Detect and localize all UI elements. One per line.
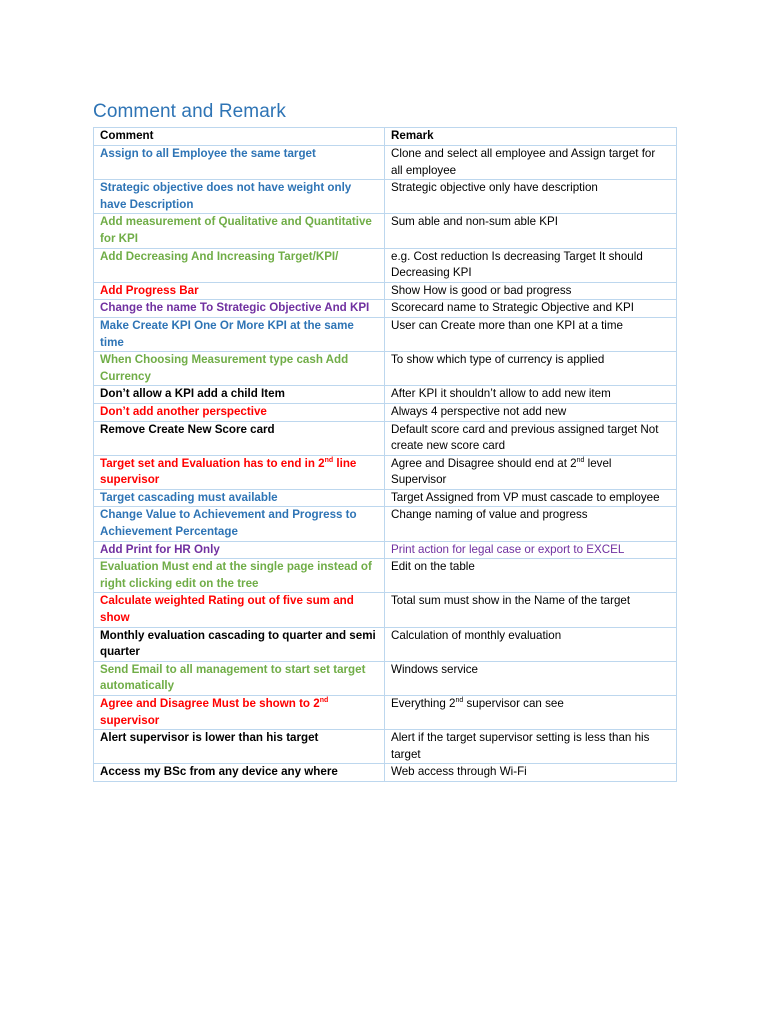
table-row (94, 455, 677, 489)
comment-text: Alert supervisor is lower than his target (100, 731, 319, 745)
remark-text: Calculation of monthly evaluation (391, 628, 562, 642)
table-row (94, 764, 677, 782)
table-row (94, 352, 677, 386)
table-row (94, 282, 677, 300)
comment-text: Evaluation Must end at the single page instead of right clicking edit on the tree (100, 560, 372, 590)
comment-cell (94, 282, 385, 300)
column-header-comment: Comment (94, 128, 385, 146)
remark-text: Agree and Disagree should end at 2 (391, 456, 577, 470)
comment-text: Send Email to all management to start set target automatically (100, 662, 366, 693)
comment-cell (94, 559, 385, 593)
remark-text: Windows service (391, 662, 478, 676)
comment-text: Access my BSc from any device any where (100, 765, 338, 779)
comment-cell (94, 764, 385, 782)
remark-text: Change naming of value and progress (391, 508, 588, 522)
table-row (94, 730, 677, 764)
remark-text: Sum able and non-sum able KPI (391, 215, 558, 229)
table-row (94, 403, 677, 421)
table-row (94, 489, 677, 507)
comment-cell (94, 541, 385, 559)
remark-cell (385, 593, 677, 627)
remark-ordinal-suffix: nd (455, 697, 464, 705)
table-row (94, 300, 677, 318)
remark-cell (385, 661, 677, 695)
remark-cell (385, 541, 677, 559)
comment-remark-table (93, 127, 677, 782)
table-row (94, 146, 677, 180)
remark-text: Edit on the table (391, 560, 475, 574)
comment-cell (94, 455, 385, 489)
comment-text: Add Print for HR Only (100, 542, 220, 556)
table-row (94, 386, 677, 404)
comment-text: Change Value to Achievement and Progress to Achievement Percentage (100, 508, 357, 539)
comment-text: Add measurement of Qualitative and Quantitative for KPI (100, 215, 372, 245)
comment-text: Don’t allow a KPI add a child Item (100, 387, 285, 401)
remark-ordinal-suffix: nd (576, 456, 585, 464)
remark-cell (385, 403, 677, 421)
comment-cell (94, 146, 385, 180)
remark-text: Total sum must show in the Name of the target (391, 594, 631, 608)
comment-cell (94, 248, 385, 282)
comment-cell (94, 214, 385, 248)
comment-cell (94, 403, 385, 421)
remark-cell (385, 421, 677, 455)
table-row (94, 627, 677, 661)
comment-text: Don’t add another perspective (100, 404, 267, 418)
remark-text: Clone and select all employee and Assign target for all employee (391, 147, 656, 177)
remark-text-continued: level Supervisor (391, 456, 612, 487)
table-row (94, 696, 677, 730)
comment-text: Monthly evaluation cascading to quarter and semi quarter (100, 628, 376, 659)
table-row (94, 541, 677, 559)
table-row (94, 593, 677, 627)
column-header-remark: Remark (385, 128, 677, 146)
comment-text: Target set and Evaluation has to end in 2 (100, 456, 325, 470)
remark-cell (385, 146, 677, 180)
table-header-row (94, 128, 677, 146)
table-row (94, 661, 677, 695)
remark-cell (385, 317, 677, 351)
remark-cell (385, 559, 677, 593)
comment-cell (94, 661, 385, 695)
remark-text: To show which type of currency is applied (391, 353, 605, 367)
remark-text: Alert if the target supervisor setting is less than his target (391, 731, 650, 761)
table-row (94, 559, 677, 593)
remark-cell (385, 180, 677, 214)
comment-cell (94, 180, 385, 214)
remark-cell (385, 455, 677, 489)
remark-cell (385, 352, 677, 386)
remark-cell (385, 764, 677, 782)
remark-text: Target Assigned from VP must cascade to employee (391, 490, 660, 504)
comment-ordinal-suffix: nd (324, 456, 334, 464)
remark-cell (385, 507, 677, 541)
comment-cell (94, 730, 385, 764)
comment-text: Assign to all Employee the same target (100, 147, 316, 160)
remark-text: Print action for legal case or export to EXCEL (391, 542, 625, 556)
comment-cell (94, 696, 385, 730)
comment-cell (94, 317, 385, 351)
remark-cell (385, 282, 677, 300)
remark-text: Everything 2 (391, 697, 456, 710)
page-title: Comment and Remark (93, 101, 286, 122)
remark-cell (385, 300, 677, 318)
remark-text: Web access through Wi-Fi (391, 765, 527, 779)
remark-text-continued: supervisor can see (463, 697, 564, 710)
comment-text: When Choosing Measurement type cash Add Currency (100, 353, 349, 383)
comment-cell (94, 421, 385, 455)
remark-text: Always 4 perspective not add new (391, 404, 567, 418)
comment-text: Add Decreasing And Increasing Target/KPI/ (100, 249, 339, 263)
remark-text: User can Create more than one KPI at a time (391, 318, 623, 332)
comment-text: Add Progress Bar (100, 283, 199, 297)
comment-cell (94, 300, 385, 318)
remark-cell (385, 386, 677, 404)
table-row (94, 180, 677, 214)
comment-text-continued: supervisor (100, 713, 160, 727)
comment-cell (94, 593, 385, 627)
remark-text: e.g. Cost reduction Is decreasing Target It should Decreasing KPI (391, 249, 643, 280)
comment-cell (94, 489, 385, 507)
remark-cell (385, 627, 677, 661)
comment-cell (94, 352, 385, 386)
table-row (94, 317, 677, 351)
remark-cell (385, 696, 677, 730)
comment-text: Change the name To Strategic Objective And KPI (100, 301, 370, 315)
table-row (94, 248, 677, 282)
comment-text: Strategic objective does not have weight only have Description (100, 181, 352, 211)
table-row (94, 507, 677, 541)
remark-cell (385, 214, 677, 248)
remark-cell (385, 248, 677, 282)
comment-text: Remove Create New Score card (100, 422, 275, 436)
comment-text: Agree and Disagree Must be shown to 2 (100, 697, 320, 710)
comment-text-continued: line supervisor (100, 456, 357, 487)
table-row (94, 421, 677, 455)
comment-cell (94, 507, 385, 541)
remark-text: After KPI it shouldn’t allow to add new item (391, 387, 611, 401)
remark-text: Strategic objective only have description (391, 181, 598, 195)
comment-cell (94, 386, 385, 404)
comment-ordinal-suffix: nd (319, 697, 329, 705)
remark-text: Default score card and previous assigned target Not create new score card (391, 422, 659, 453)
remark-cell (385, 730, 677, 764)
remark-text: Show How is good or bad progress (391, 283, 572, 297)
remark-cell (385, 489, 677, 507)
remark-text: Scorecard name to Strategic Objective and KPI (391, 301, 634, 315)
comment-text: Target cascading must available (100, 490, 278, 504)
comment-text: Make Create KPI One Or More KPI at the same time (100, 318, 354, 349)
comment-text: Calculate weighted Rating out of five sum and show (100, 594, 354, 625)
table-row (94, 214, 677, 248)
comment-cell (94, 627, 385, 661)
